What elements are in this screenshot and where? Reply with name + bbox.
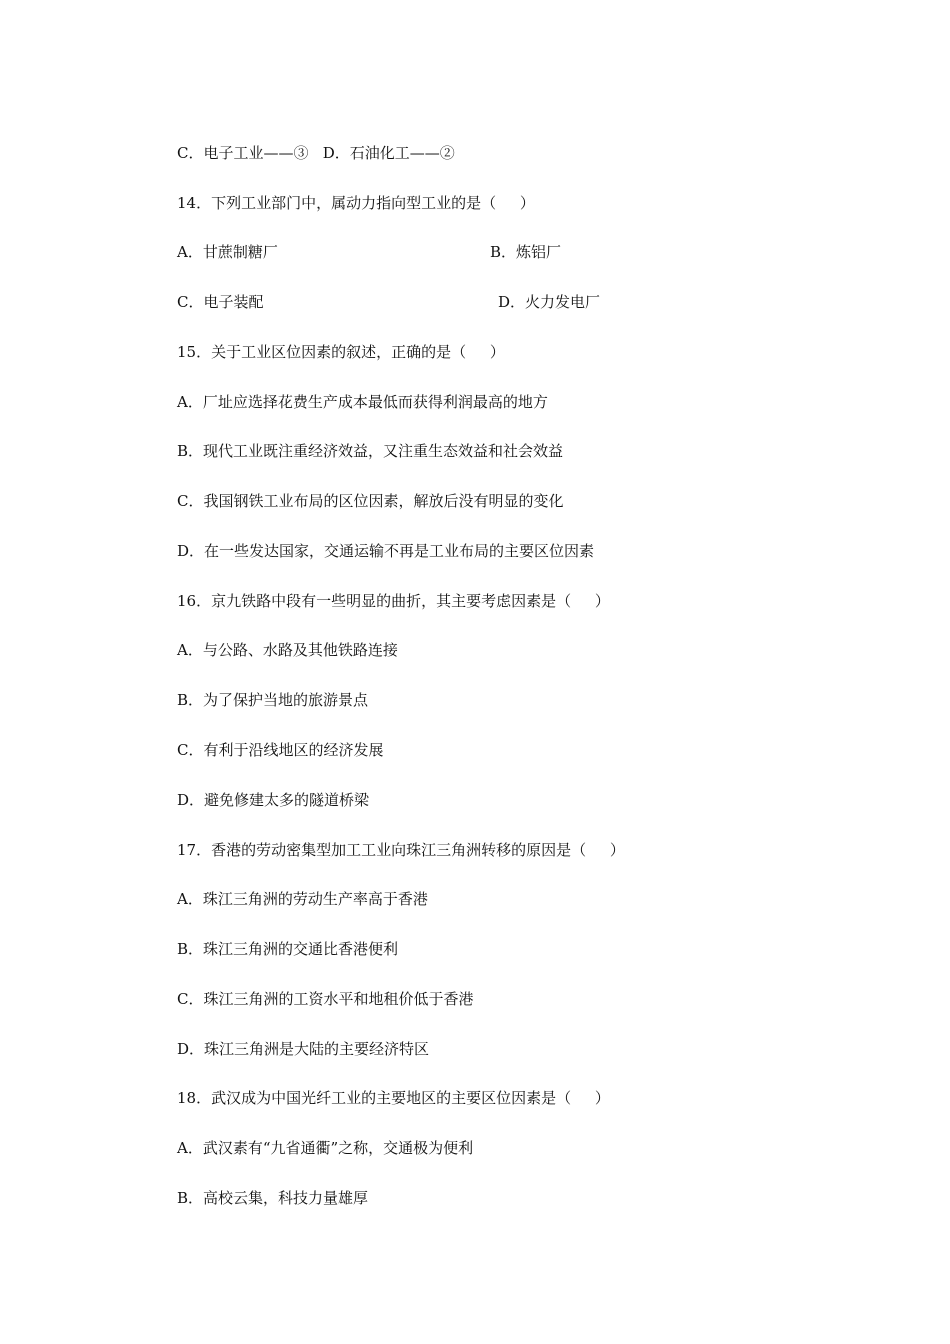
question-17: 17．香港的劳动密集型加工工业向珠江三角洲转移的原因是（ ） bbox=[177, 841, 625, 859]
option-b-q17: B．珠江三角洲的交通比香港便利 bbox=[177, 940, 399, 958]
option-a-q14: A．甘蔗制糖厂 bbox=[177, 243, 278, 261]
option-b-q14: B．炼铝厂 bbox=[490, 243, 562, 261]
question-14: 14．下列工业部门中，属动力指向型工业的是（ ） bbox=[177, 194, 535, 212]
option-c-d-q13: C．电子工业——③ D．石油化工——② bbox=[177, 144, 455, 162]
option-a-q18: A．武汉素有“九省通衢”之称，交通极为便利 bbox=[177, 1139, 474, 1157]
option-d-q15: D．在一些发达国家，交通运输不再是工业布局的主要区位因素 bbox=[177, 542, 595, 560]
option-d-q14: D．火力发电厂 bbox=[498, 293, 601, 311]
option-c-q15: C．我国钢铁工业布局的区位因素，解放后没有明显的变化 bbox=[177, 492, 564, 510]
option-c-q17: C．珠江三角洲的工资水平和地租价低于香港 bbox=[177, 990, 474, 1008]
option-c-q14: C．电子装配 bbox=[177, 293, 264, 311]
question-18: 18．武汉成为中国光纤工业的主要地区的主要区位因素是（ ） bbox=[177, 1089, 610, 1107]
question-16: 16．京九铁路中段有一些明显的曲折，其主要考虑因素是（ ） bbox=[177, 592, 610, 610]
question-15: 15．关于工业区位因素的叙述，正确的是（ ） bbox=[177, 343, 505, 361]
option-b-q15: B．现代工业既注重经济效益，又注重生态效益和社会效益 bbox=[177, 442, 564, 460]
option-a-q17: A．珠江三角洲的劳动生产率高于香港 bbox=[177, 890, 428, 908]
option-b-q18: B．高校云集，科技力量雄厚 bbox=[177, 1189, 369, 1207]
option-b-q16: B．为了保护当地的旅游景点 bbox=[177, 691, 369, 709]
option-d-q17: D．珠江三角洲是大陆的主要经济特区 bbox=[177, 1040, 430, 1058]
option-a-q15: A．厂址应选择花费生产成本最低而获得利润最高的地方 bbox=[177, 393, 548, 411]
option-d-q16: D．避免修建太多的隧道桥梁 bbox=[177, 791, 370, 809]
option-c-q16: C．有利于沿线地区的经济发展 bbox=[177, 741, 384, 759]
option-a-q16: A．与公路、水路及其他铁路连接 bbox=[177, 641, 398, 659]
